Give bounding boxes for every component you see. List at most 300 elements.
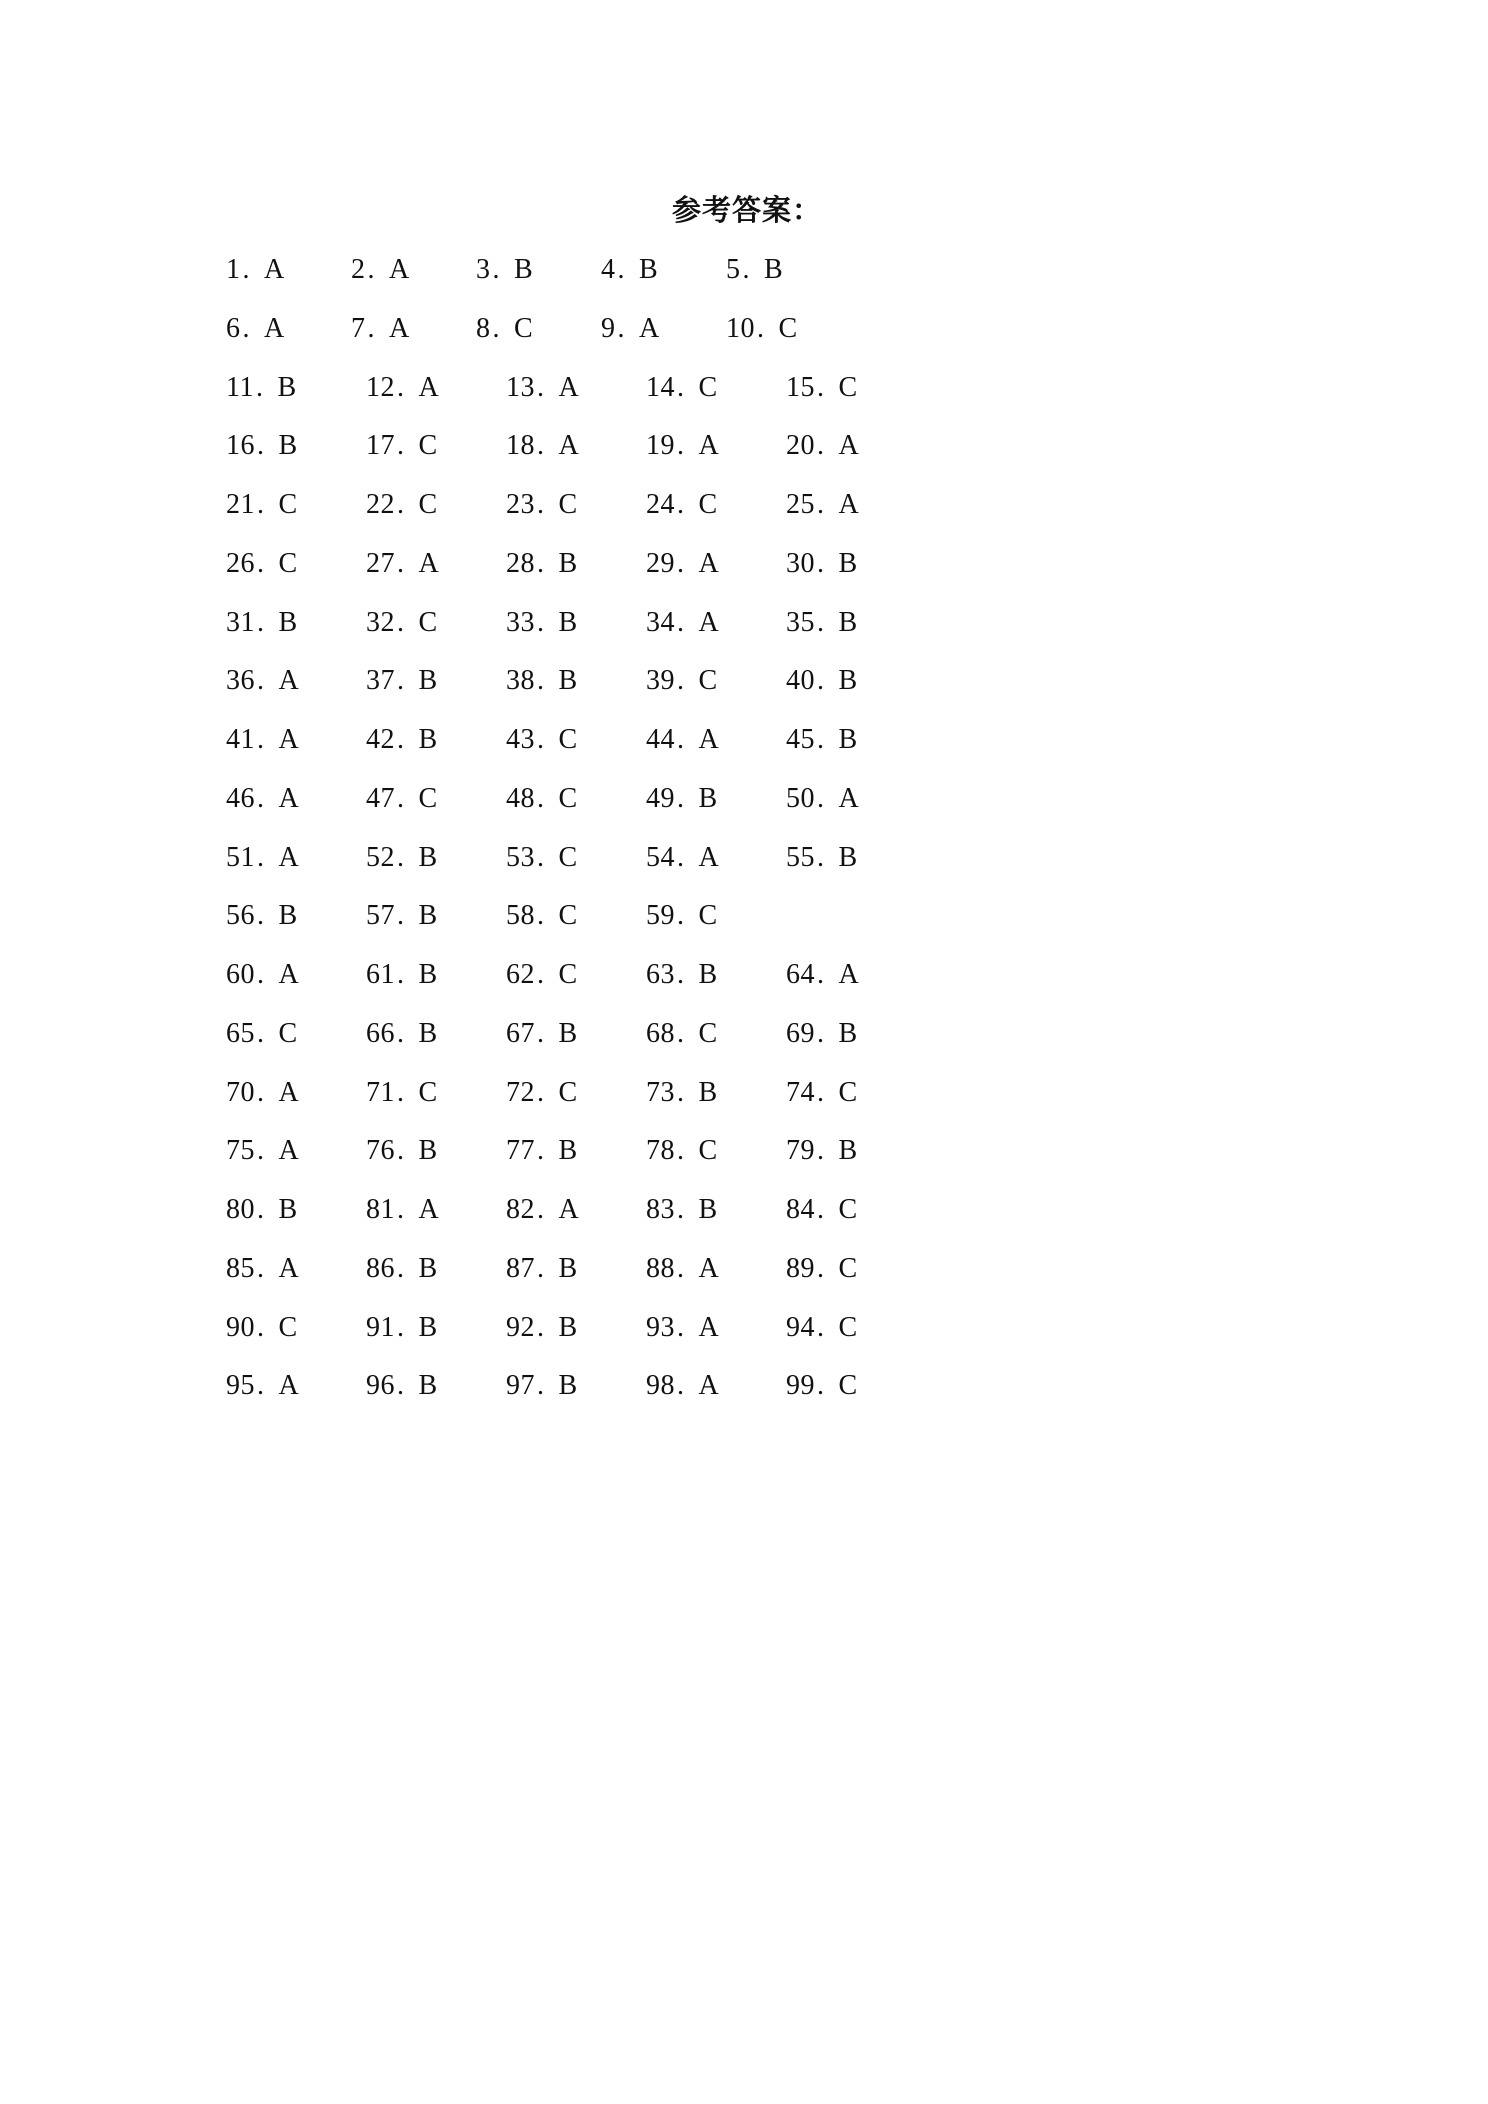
answer-letter: B	[558, 665, 578, 697]
answer-item	[366, 1129, 438, 1173]
answer-letter: A	[278, 782, 300, 814]
number-separator: .	[537, 1370, 545, 1402]
number-separator: .	[537, 900, 545, 932]
answer-item	[506, 1306, 578, 1350]
answer-letter: A	[278, 959, 300, 990]
number-separator: .	[817, 1194, 825, 1225]
question-number: 62	[506, 959, 535, 990]
answer-item	[366, 659, 438, 703]
question-number: 7	[351, 312, 366, 344]
question-number: 99	[786, 1370, 815, 1402]
number-separator: .	[257, 900, 265, 932]
answer-item	[506, 1247, 578, 1291]
answer-item	[366, 836, 438, 880]
answer-letter: B	[514, 254, 534, 285]
question-number: 88	[646, 1252, 675, 1284]
answer-row	[226, 542, 986, 601]
answer-item	[646, 424, 719, 468]
number-separator: .	[677, 1311, 685, 1343]
answer-letter: A	[558, 371, 580, 403]
answer-item	[786, 366, 858, 410]
number-separator: .	[817, 371, 825, 403]
number-separator: .	[537, 841, 545, 873]
question-number: 69	[786, 1017, 815, 1049]
answer-letter: A	[838, 959, 860, 990]
answer-letter: B	[418, 1252, 438, 1284]
answer-letter: A	[558, 430, 580, 462]
answer-item	[476, 307, 533, 351]
number-separator: .	[757, 312, 765, 344]
answer-letter: B	[838, 606, 858, 638]
question-number: 6	[226, 312, 241, 344]
answer-item	[646, 718, 719, 762]
answer-item	[601, 307, 660, 351]
number-separator: .	[617, 312, 625, 344]
answer-item	[226, 1247, 299, 1291]
answer-item	[366, 953, 438, 997]
number-separator: .	[397, 371, 405, 403]
answer-letter: B	[838, 665, 858, 697]
question-number: 13	[506, 371, 535, 403]
answer-letter: B	[698, 959, 718, 990]
answer-letter: C	[698, 1017, 718, 1049]
answer-item	[226, 542, 298, 586]
answer-item	[506, 1188, 579, 1232]
question-number: 81	[366, 1194, 395, 1225]
question-number: 53	[506, 841, 535, 873]
number-separator: .	[677, 547, 685, 579]
question-number: 10	[726, 312, 755, 344]
answer-item	[476, 248, 533, 292]
number-separator: .	[257, 1017, 265, 1049]
number-separator: .	[537, 371, 545, 403]
answer-item	[506, 836, 578, 880]
question-number: 85	[226, 1252, 255, 1284]
question-number: 24	[646, 489, 675, 520]
answer-letter: C	[558, 724, 578, 755]
answer-letter: B	[278, 1194, 298, 1225]
answer-letter: C	[698, 371, 718, 403]
answer-row	[226, 248, 986, 307]
answer-row	[226, 894, 986, 953]
number-separator: .	[257, 606, 265, 638]
question-number: 12	[366, 371, 395, 403]
question-number: 59	[646, 900, 675, 932]
question-number: 31	[226, 606, 255, 638]
answer-item	[646, 953, 718, 997]
number-separator: .	[537, 724, 545, 755]
answer-item	[646, 1129, 718, 1173]
answer-item	[351, 307, 410, 351]
answer-letter: B	[558, 547, 578, 579]
number-separator: .	[397, 1076, 405, 1108]
answer-letter: A	[698, 1370, 720, 1402]
question-number: 50	[786, 782, 815, 814]
answer-row	[226, 1071, 986, 1130]
question-number: 19	[646, 430, 675, 462]
number-separator: .	[677, 665, 685, 697]
number-separator: .	[537, 959, 545, 990]
number-separator: .	[817, 1311, 825, 1343]
number-separator: .	[537, 430, 545, 462]
answer-item	[226, 1129, 299, 1173]
question-number: 76	[366, 1135, 395, 1167]
answer-item	[506, 1071, 578, 1115]
question-number: 33	[506, 606, 535, 638]
number-separator: .	[817, 547, 825, 579]
number-separator: .	[677, 371, 685, 403]
answer-letter: A	[838, 782, 860, 814]
answer-letter: A	[698, 606, 720, 638]
number-separator: .	[397, 900, 405, 932]
number-separator: .	[677, 1135, 685, 1167]
answer-item	[786, 718, 858, 762]
number-separator: .	[537, 782, 545, 814]
answer-letter: A	[278, 1370, 300, 1402]
answer-item	[506, 777, 578, 821]
answer-item	[226, 248, 285, 292]
number-separator: .	[257, 841, 265, 873]
number-separator: .	[537, 1311, 545, 1343]
answer-letter: A	[698, 1252, 720, 1284]
question-number: 1	[226, 254, 241, 285]
answer-letter: B	[558, 606, 578, 638]
answer-letter: A	[838, 489, 860, 520]
question-number: 29	[646, 547, 675, 579]
answer-letter: A	[698, 841, 720, 873]
answer-letter: A	[698, 724, 720, 755]
question-number: 91	[366, 1311, 395, 1343]
number-separator: .	[817, 1076, 825, 1108]
answer-letter: A	[698, 1311, 720, 1343]
answer-row	[226, 1247, 986, 1306]
question-number: 3	[476, 254, 491, 285]
answer-item	[226, 777, 299, 821]
question-number: 17	[366, 430, 395, 462]
answer-item	[646, 542, 719, 586]
answer-letter: B	[418, 841, 438, 873]
answer-item	[506, 894, 578, 938]
answer-letter: C	[418, 489, 438, 520]
answer-item	[506, 1364, 578, 1408]
number-separator: .	[817, 1017, 825, 1049]
answer-letter: B	[639, 254, 659, 285]
answer-letter: C	[418, 782, 438, 814]
answer-letter: A	[558, 1194, 580, 1225]
answer-item	[646, 836, 719, 880]
answer-item	[366, 366, 439, 410]
answer-item	[786, 777, 859, 821]
answer-letter: B	[558, 1311, 578, 1343]
answer-letter: C	[418, 606, 438, 638]
number-separator: .	[537, 1076, 545, 1108]
number-separator: .	[257, 1194, 265, 1225]
number-separator: .	[817, 606, 825, 638]
number-separator: .	[397, 1252, 405, 1284]
answer-letter: C	[278, 489, 298, 520]
question-number: 93	[646, 1311, 675, 1343]
answer-item	[226, 1364, 299, 1408]
answer-row	[226, 718, 986, 777]
number-separator: .	[677, 1194, 685, 1225]
number-separator: .	[397, 489, 405, 520]
answer-item	[786, 659, 858, 703]
question-number: 96	[366, 1370, 395, 1402]
number-separator: .	[397, 1311, 405, 1343]
number-separator: .	[677, 724, 685, 755]
answer-letter: A	[838, 430, 860, 462]
answer-letter: B	[698, 782, 718, 814]
answer-letter: B	[764, 254, 784, 285]
question-number: 26	[226, 547, 255, 579]
number-separator: .	[817, 724, 825, 755]
answer-item	[786, 601, 858, 645]
number-separator: .	[257, 430, 265, 462]
answer-item	[366, 483, 438, 527]
question-number: 60	[226, 959, 255, 990]
answer-letter: C	[838, 371, 858, 403]
question-number: 78	[646, 1135, 675, 1167]
question-number: 39	[646, 665, 675, 697]
question-number: 80	[226, 1194, 255, 1225]
answer-letter: A	[389, 254, 410, 285]
answer-item	[646, 659, 718, 703]
answer-letter: A	[264, 312, 285, 344]
number-separator: .	[257, 489, 265, 520]
question-number: 36	[226, 665, 255, 697]
answer-letter: A	[278, 1252, 300, 1284]
number-separator: .	[492, 312, 500, 344]
answer-row	[226, 836, 986, 895]
answer-item	[366, 777, 438, 821]
number-separator: .	[397, 959, 405, 990]
answer-item	[786, 1364, 858, 1408]
answer-row	[226, 953, 986, 1012]
answer-letter: B	[838, 1017, 858, 1049]
number-separator: .	[817, 959, 825, 990]
answer-item	[506, 953, 578, 997]
answer-letter: A	[278, 724, 300, 755]
answer-item	[646, 894, 718, 938]
answer-item	[786, 953, 859, 997]
number-separator: .	[537, 665, 545, 697]
answer-item	[226, 1012, 298, 1056]
answer-item	[506, 483, 578, 527]
answer-item	[226, 307, 285, 351]
answer-item	[351, 248, 410, 292]
number-separator: .	[492, 254, 500, 285]
question-number: 16	[226, 430, 255, 462]
question-number: 94	[786, 1311, 815, 1343]
number-separator: .	[677, 841, 685, 873]
question-number: 66	[366, 1017, 395, 1049]
answer-letter: A	[418, 371, 440, 403]
answer-item	[226, 483, 298, 527]
answer-letter: A	[278, 665, 300, 697]
question-number: 64	[786, 959, 815, 990]
answer-item	[646, 1071, 718, 1115]
question-number: 48	[506, 782, 535, 814]
answer-item	[786, 1129, 858, 1173]
answer-item	[226, 424, 298, 468]
question-number: 42	[366, 724, 395, 755]
answer-item	[646, 1247, 719, 1291]
number-separator: .	[257, 782, 265, 814]
question-number: 68	[646, 1017, 675, 1049]
question-number: 4	[601, 254, 616, 285]
question-number: 67	[506, 1017, 535, 1049]
number-separator: .	[537, 606, 545, 638]
answer-item	[646, 1012, 718, 1056]
answer-letter: B	[418, 959, 438, 990]
number-separator: .	[817, 430, 825, 462]
question-number: 87	[506, 1252, 535, 1284]
answer-letter: A	[698, 547, 720, 579]
answer-letter: C	[514, 312, 534, 344]
answer-letter: C	[778, 312, 798, 344]
answer-letter: C	[698, 900, 718, 932]
answer-item	[646, 1188, 718, 1232]
number-separator: .	[397, 724, 405, 755]
question-number: 28	[506, 547, 535, 579]
number-separator: .	[397, 665, 405, 697]
question-number: 90	[226, 1311, 255, 1343]
answer-letter: B	[558, 1017, 578, 1049]
question-number: 58	[506, 900, 535, 932]
answer-letter: B	[418, 665, 438, 697]
question-number: 73	[646, 1076, 675, 1108]
question-number: 37	[366, 665, 395, 697]
answer-item	[646, 483, 718, 527]
number-separator: .	[397, 547, 405, 579]
answer-row	[226, 1364, 986, 1423]
number-separator: .	[677, 1076, 685, 1108]
number-separator: .	[537, 489, 545, 520]
answer-letter: A	[418, 1194, 440, 1225]
question-number: 97	[506, 1370, 535, 1402]
question-number: 44	[646, 724, 675, 755]
question-number: 47	[366, 782, 395, 814]
number-separator: .	[677, 959, 685, 990]
number-separator: .	[677, 782, 685, 814]
answer-letter: C	[558, 959, 578, 990]
answer-row	[226, 1129, 986, 1188]
number-separator: .	[537, 1017, 545, 1049]
number-separator: .	[677, 900, 685, 932]
answer-list	[226, 248, 986, 1423]
answer-row	[226, 601, 986, 660]
answer-row	[226, 307, 986, 366]
answer-item	[506, 1012, 578, 1056]
answer-letter: A	[698, 430, 720, 462]
number-separator: .	[817, 782, 825, 814]
number-separator: .	[397, 841, 405, 873]
number-separator: .	[257, 1311, 265, 1343]
answer-item	[366, 1247, 438, 1291]
answer-letter: B	[418, 724, 438, 755]
answer-item	[726, 307, 798, 351]
answer-letter: A	[389, 312, 410, 344]
question-number: 51	[226, 841, 255, 873]
question-number: 92	[506, 1311, 535, 1343]
answer-letter: C	[838, 1194, 858, 1225]
answer-letter: C	[558, 1076, 578, 1108]
answer-item	[506, 366, 579, 410]
number-separator: .	[257, 1252, 265, 1284]
question-number: 45	[786, 724, 815, 755]
answer-item	[226, 1188, 298, 1232]
number-separator: .	[677, 430, 685, 462]
answer-item	[226, 659, 299, 703]
number-separator: .	[677, 1370, 685, 1402]
number-separator: .	[397, 1194, 405, 1225]
answer-item	[506, 542, 578, 586]
answer-letter: C	[278, 1311, 298, 1343]
question-number: 86	[366, 1252, 395, 1284]
answer-letter: B	[418, 1135, 438, 1167]
answer-letter: B	[838, 724, 858, 755]
number-separator: .	[817, 1252, 825, 1284]
number-separator: .	[537, 1135, 545, 1167]
question-number: 83	[646, 1194, 675, 1225]
answer-item	[646, 777, 718, 821]
answer-row	[226, 424, 986, 483]
number-separator: .	[397, 606, 405, 638]
answer-letter: C	[558, 782, 578, 814]
question-number: 95	[226, 1370, 255, 1402]
answer-item	[366, 601, 438, 645]
page-title: 参考答案：	[672, 193, 823, 227]
answer-item	[506, 424, 579, 468]
answer-letter: B	[418, 1311, 438, 1343]
number-separator: .	[617, 254, 625, 285]
question-number: 34	[646, 606, 675, 638]
question-number: 71	[366, 1076, 395, 1108]
answer-item	[786, 483, 859, 527]
question-number: 41	[226, 724, 255, 755]
answer-item	[786, 836, 858, 880]
question-number: 30	[786, 547, 815, 579]
answer-letter: B	[278, 430, 298, 462]
answer-item	[786, 1247, 858, 1291]
number-separator: .	[537, 1194, 545, 1225]
number-separator: .	[677, 1017, 685, 1049]
answer-letter: B	[698, 1076, 718, 1108]
answer-letter: B	[278, 900, 298, 932]
answer-item	[226, 718, 299, 762]
question-number: 38	[506, 665, 535, 697]
question-number: 72	[506, 1076, 535, 1108]
number-separator: .	[677, 489, 685, 520]
answer-item	[786, 1071, 858, 1115]
number-separator: .	[242, 312, 250, 344]
question-number: 18	[506, 430, 535, 462]
question-number: 11	[226, 371, 254, 403]
answer-letter: C	[838, 1076, 858, 1108]
question-number: 74	[786, 1076, 815, 1108]
question-number: 9	[601, 312, 616, 344]
answer-letter: B	[418, 1370, 438, 1402]
question-number: 23	[506, 489, 535, 520]
question-number: 98	[646, 1370, 675, 1402]
number-separator: .	[817, 489, 825, 520]
number-separator: .	[397, 782, 405, 814]
answer-letter: C	[558, 900, 578, 932]
answer-item	[226, 601, 298, 645]
question-number: 89	[786, 1252, 815, 1284]
answer-item	[786, 1306, 858, 1350]
answer-item	[506, 718, 578, 762]
